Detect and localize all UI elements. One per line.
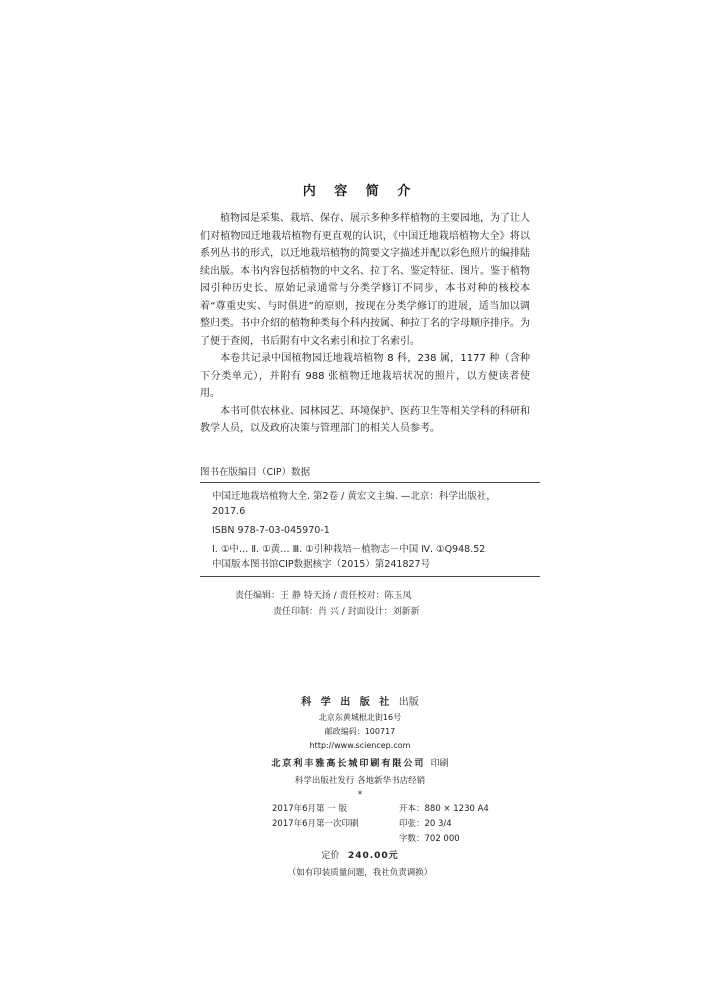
cip-isbn: ISBN 978-7-03-045970-1 <box>212 525 330 536</box>
publisher-name <box>0 695 720 711</box>
edition-info <box>0 802 720 847</box>
edition-text: 2017年6月第 一 版 <box>272 804 347 814</box>
page-title: 内 容 简 介 <box>302 184 418 199</box>
edition-row <box>0 802 720 817</box>
cip-block <box>200 464 540 577</box>
staff-line-editors: 责任编辑：王 静 特天扬 / 责任校对：陈玉凤 <box>235 591 412 601</box>
cip-header: 图书在版编目（CIP）数据 <box>200 464 540 483</box>
publisher-block <box>0 695 720 801</box>
publisher-postcode: 邮政编码：100717 <box>324 727 396 736</box>
price-line <box>0 848 720 861</box>
intro-paragraph: 本书可供农林业、园林园艺、环境保护、医药卫生等相关学科的科研和教学人员，以及政府决策与管理部门的相关人员参考。 <box>200 405 530 434</box>
staff-credits <box>235 588 420 620</box>
cip-classification: Ⅰ. ①中… Ⅱ. ①黄… Ⅲ. ①引种栽培－植物志－中国 Ⅳ. ①Q948.52 <box>212 544 486 555</box>
wordcount-text: 字数：702 000 <box>399 834 460 844</box>
printer-name-suffix: 印刷 <box>430 759 449 769</box>
printer-name-text: 北京利丰雅高长城印刷有限公司 <box>271 759 426 769</box>
cip-body <box>200 483 540 577</box>
staff-line-production: 责任印制：肖 兴 / 封面设计：刘新新 <box>273 607 420 617</box>
cip-line: 2017.6 <box>212 506 246 517</box>
cip-line: 中国迁地栽培植物大全. 第2卷 / 黄宏文主编. —北京：科学出版社， <box>212 491 496 502</box>
printing-text: 2017年6月第一次印刷 <box>272 819 359 829</box>
intro-section <box>200 210 530 438</box>
intro-paragraph: 本卷共记录中国植物园迁地栽培植物 8 科，238 属，1177 种（含种下分类单元），并附有 988 张植物迁地栽培状况的照片，以方便读者使用。 <box>200 353 530 399</box>
publisher-name-text: 科 学 出 版 社 <box>301 697 393 708</box>
intro-paragraph: 植物园是采集、栽培、保存、展示多种多样植物的主要园地，为了让人们对植物园迁地栽培植物有更直观的认识，《中国迁地栽培植物大全》将以系列丛书的形式，以迁地栽培植物的简要文字描述并配以彩色照片的编排陆续出版。本书内容包括植物的中文名、拉丁名、鉴定特征、图片。鉴于植物园引种历史长、原始记录通常与分类学修订不同步，本书对种的核校本着“尊重史实、与时俱进”的原则，按现在分类学修订的进展，适当加以调整归类。书中介绍的植物种类每个科内按属、种拉丁名的字母顺序排序。为了便于查阅，书后附有中文名索引和拉丁名索引。 <box>200 213 530 347</box>
publisher-url: http://www.sciencep.com <box>309 741 411 750</box>
price-amount: 240.00元 <box>347 851 399 861</box>
publisher-address: 北京东黄城根北街16号 <box>318 713 402 722</box>
printer-name <box>0 755 720 773</box>
sheets-text: 印张：20 3/4 <box>399 819 452 829</box>
separator-star: * <box>357 790 363 800</box>
price-label: 定价 <box>321 851 340 861</box>
wordcount-row <box>0 832 720 847</box>
publisher-name-suffix: 出版 <box>398 697 419 708</box>
quality-notice: （如有印装质量问题，我社负责调换） <box>287 868 433 878</box>
distribution-info: 科学出版社发行 各地新华书店经销 <box>294 776 426 786</box>
printing-row <box>0 817 720 832</box>
cip-record-number: 中国版本图书馆CIP数据核字（2015）第241827号 <box>212 559 431 570</box>
format-text: 开本：880 × 1230 A4 <box>399 804 489 814</box>
